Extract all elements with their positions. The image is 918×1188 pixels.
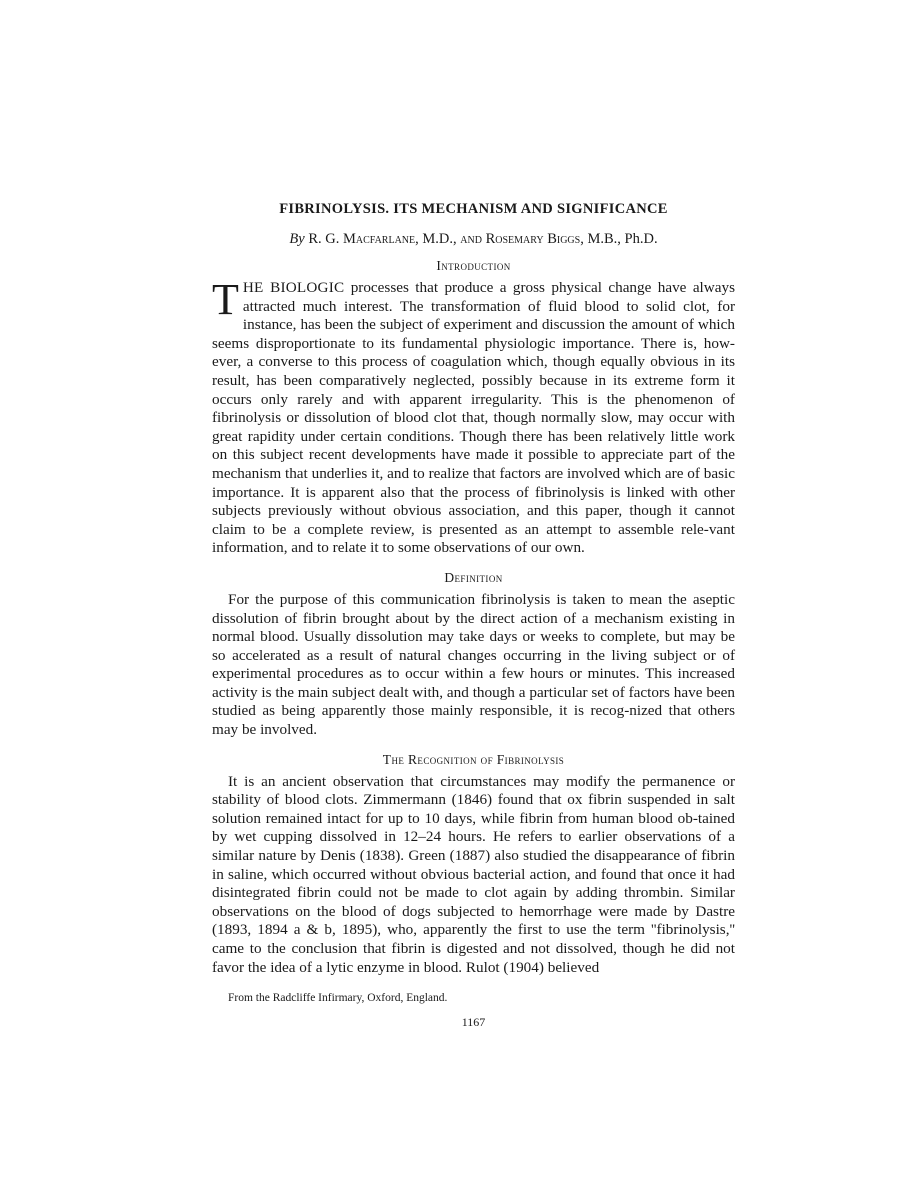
author-2: Rosemary Biggs	[485, 231, 581, 247]
recognition-paragraph: It is an ancient observation that circumstances may modify the permanence or stability of blood clots. Zimmermann (1846) found that ox fibrin suspended in salt solution remained intact for up to 10 days, while fibrin from human blood ob-tained by wet cupping dissolved in 12–24 hours. He refers to earlier observations of a similar nature by Denis (1838). Green (1887) also studied the disappearance of fibrin in saline, which occurred without obvious bacterial action, and found that once it had disintegrated fibrin could not be made to clot again by adding thrombin. Similar observations on the blood of dogs subjected to hemorrhage were made by Dastre (1893, 1894 a & b, 1895), who, apparently the first to use the term ''fibrinolysis,'' came to the conclusion that fibrin is digested and not dissolved, though he did not favor the idea of a lytic enzyme in blood. Rulot (1904) believed	[212, 772, 735, 976]
byline-and: and	[460, 231, 482, 247]
page-number: 1167	[461, 1015, 486, 1030]
author-1: R. G. Macfarlane	[308, 231, 416, 247]
paper-page	[212, 200, 735, 1030]
introduction-paragraph	[212, 275, 735, 558]
introduction-lead: HE BIOLOGIC	[242, 279, 345, 296]
introduction-text: processes that produce a gross physical change have always attracted much interest. The transformation of fluid blood to solid clot, for instance, has been the subject of experiment and discussion the amount of which seems disproportionate to its fundamental physiologic importance. There is, how-ever, a converse to this process of coagulation which, though equally obvious in its result, has been comparatively neglected, possibly because in its extreme form it occurs only rarely and with apparent irregularity. This is the phenomenon of fibrinolysis or dissolution of blood clot that, though normally slow, may occur with great rapidity under certain conditions. Though there has been relatively little work on this subject recent developments have made it possible to appreciate part of the mechanism that underlies it, and to realize that factors are involved which are of basic importance. It is apparent also that the process of fibrinolysis is linked with other subjects previously without obvious association, and this paper, though it cannot claim to be a complete review, is presented as an attempt to assemble rele-vant information, and to relate it to some observations of our own.	[212, 279, 735, 557]
section-heading-introduction: Introduction	[436, 258, 511, 273]
section-heading-definition: Definition	[444, 569, 503, 585]
affiliation-footnote: From the Radcliffe Infirmary, Oxford, England.	[228, 992, 448, 1005]
author-2-degree: , M.B., Ph.D.	[580, 231, 658, 247]
definition-paragraph: For the purpose of this communication fibrinolysis is taken to mean the aseptic dissolution of fibrin brought about by the direct action of a mechanism existing in normal blood. Usually dissolution may take days or weeks to complete, but may be so accelerated as a result of natural changes occurring in the living subject or of experimental procedures as to occur within a few hours or minutes. This increased activity is the main subject dealt with, and though a particular set of factors have been studied as being apparently those mainly responsible, it is recog-nized that others may be involved.	[212, 590, 735, 739]
drop-cap: T	[212, 275, 239, 324]
byline-by: By	[289, 231, 305, 247]
byline	[212, 230, 735, 248]
section-heading-recognition: The Recognition of Fibrinolysis	[382, 751, 565, 767]
article-title: FIBRINOLYSIS. ITS MECHANISM AND SIGNIFICANCE	[279, 201, 668, 217]
author-1-degree: , M.D.,	[415, 231, 461, 247]
